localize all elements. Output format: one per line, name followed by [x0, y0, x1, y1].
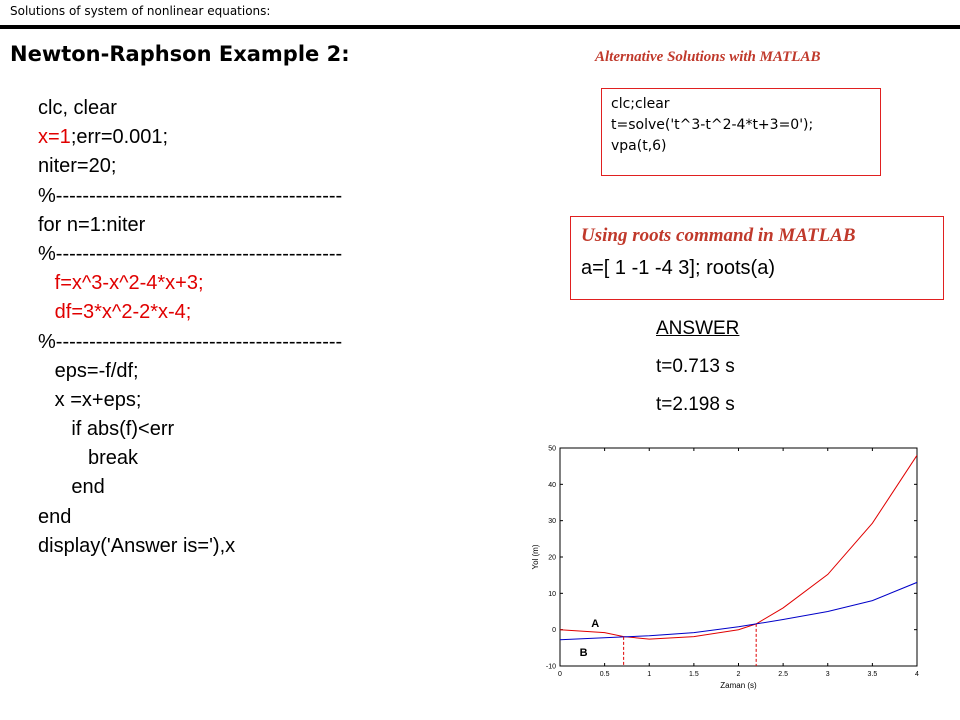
code-segment: for n=1:niter	[38, 213, 146, 236]
answer-value: t=0.713 s	[656, 356, 735, 377]
code-line	[38, 357, 342, 386]
series-a-line	[560, 455, 917, 639]
code-line	[38, 240, 342, 269]
section-header: Solutions of system of nonlinear equations:	[10, 4, 271, 18]
series-b-label: B	[579, 646, 588, 659]
code-line	[38, 269, 342, 298]
code-segment: break	[38, 447, 139, 470]
y-tick-label: 40	[548, 481, 556, 489]
code-segment: f=x^3-x^2-4*x+3;	[38, 272, 204, 295]
code-line	[38, 211, 342, 240]
x-tick-label: 4	[915, 671, 919, 678]
code-segment: %-------------------------------------------	[38, 184, 343, 207]
distance-time-chart	[520, 440, 940, 690]
y-tick-label: 50	[548, 445, 556, 453]
x-tick-label: 2.5	[778, 671, 788, 678]
y-tick-label: -10	[545, 663, 556, 671]
alt-solutions-title: Alternative Solutions with MATLAB	[595, 49, 821, 65]
code-segment: %-------------------------------------------	[38, 242, 343, 265]
code-segment: %-------------------------------------------	[38, 330, 343, 353]
x-tick-label: 1	[647, 671, 652, 678]
plot-frame	[560, 448, 917, 666]
roots-code: a=[ 1 -1 -4 3]; roots(a)	[581, 257, 775, 279]
code-line	[38, 328, 342, 357]
y-tick-label: 10	[548, 590, 556, 598]
code-line	[38, 415, 342, 444]
code-segment: x=1	[38, 126, 71, 149]
code-segment: if abs(f)<err	[38, 418, 175, 441]
code-segment: niter=20;	[38, 155, 117, 178]
code-segment: end	[38, 505, 72, 528]
code-segment: clc, clear	[38, 97, 117, 119]
x-tick-label: 1.5	[689, 671, 699, 678]
answer-block	[656, 314, 739, 428]
code-segment: df=3*x^2-2*x-4;	[38, 301, 192, 324]
x-tick-label: 3.5	[867, 671, 878, 678]
roots-heading: Using roots command in MATLAB	[581, 225, 856, 246]
code-line	[38, 182, 342, 211]
code-segment: x =x+eps;	[38, 388, 142, 411]
code-segment: eps=-f/df;	[38, 359, 139, 382]
code-line	[38, 152, 342, 181]
code-line	[38, 298, 342, 327]
code-line	[38, 503, 342, 532]
x-tick-label: 3	[825, 671, 830, 678]
code-line	[38, 386, 342, 415]
y-tick-label: 20	[548, 554, 556, 562]
x-tick-label: 0	[558, 671, 562, 678]
solve-code-line: clc;clear	[611, 96, 670, 112]
code-segment: display('Answer is='),x	[38, 534, 236, 557]
newton-raphson-code	[38, 94, 342, 561]
code-line	[38, 473, 342, 502]
y-tick-label: 30	[548, 518, 556, 526]
x-axis-label: Zaman (s)	[720, 681, 757, 690]
answer-label: ANSWER	[656, 318, 740, 339]
solve-code-box	[601, 88, 881, 176]
header-rule	[0, 25, 960, 29]
x-tick-label: 2	[736, 671, 741, 678]
code-segment: ;err=0.001;	[70, 126, 169, 149]
solve-code-line: vpa(t,6)	[611, 138, 667, 154]
roots-box	[570, 216, 944, 300]
code-line	[38, 532, 342, 561]
solve-code-line: t=solve('t^3-t^2-4*t+3=0');	[611, 117, 814, 133]
y-axis-label: Yol (m)	[531, 544, 540, 570]
answer-value: t=2.198 s	[656, 394, 735, 415]
page-title: Newton-Raphson Example 2:	[10, 42, 350, 66]
y-tick-label: 0	[552, 627, 556, 635]
code-line	[38, 123, 342, 152]
series-a-label: A	[591, 617, 600, 630]
code-segment: end	[38, 476, 105, 499]
x-tick-label: 0.5	[599, 671, 610, 678]
code-line	[38, 444, 342, 473]
series-b-line	[560, 582, 917, 639]
code-line	[38, 94, 342, 123]
